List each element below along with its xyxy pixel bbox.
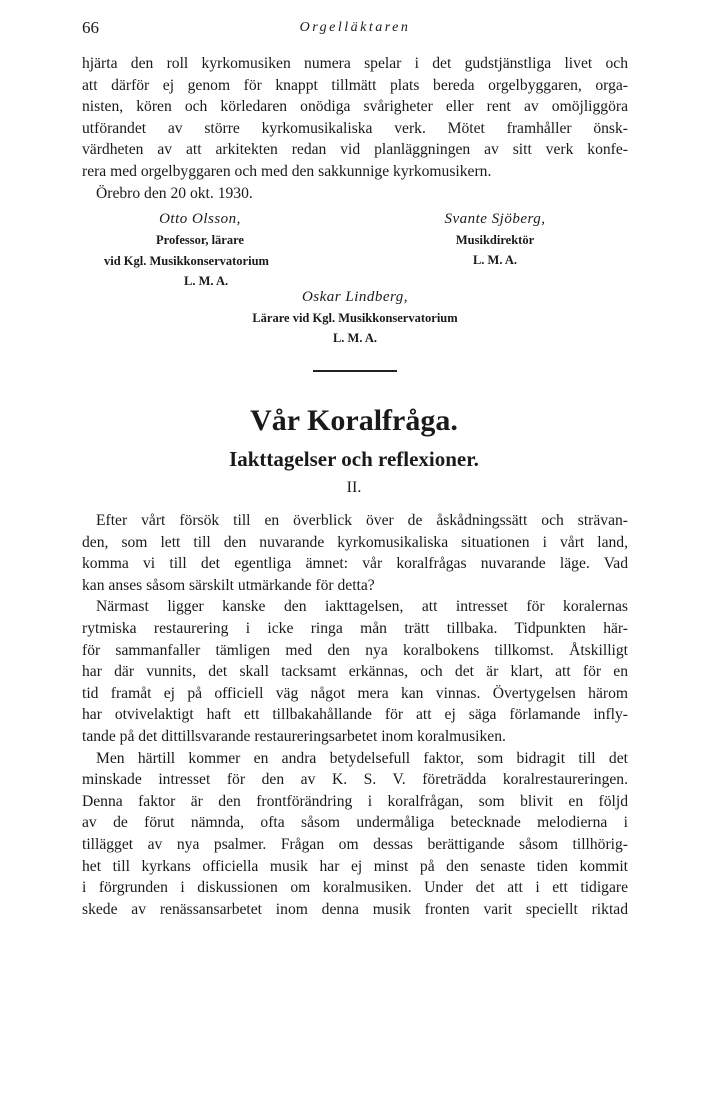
text-line: skede av renässansarbetet inom denna musik fronten varit speciellt riktad [82, 900, 628, 918]
signatory-membership: L. M. A. [472, 253, 518, 267]
article-title: Vår Koralfråga. [250, 404, 458, 437]
page-number: 66 [82, 18, 99, 37]
dateline: Örebro den 20 okt. 1930. [96, 184, 253, 202]
signatory-membership: L. M. A. [184, 274, 229, 288]
signatory-name: Otto Olsson, [159, 211, 241, 227]
signatory-affiliation: vid Kgl. Musikkonservatorium [104, 254, 269, 268]
text-line: komma vi till det egentliga ämnet: vår koralfrågas nuvarande läge. Vad [82, 555, 628, 573]
text-line: har där vunnits, det skall tacksamt erkännas, och det är klart, att för en [82, 663, 628, 681]
signature-center [220, 288, 490, 347]
page-header [82, 18, 628, 44]
text-line: den, som lett till den nuvarande kyrkomusikaliska situationen i vårt land, [82, 533, 628, 551]
text-line: av de förut nämnda, ofta såsom undermåliga betecknade melodierna i [82, 814, 628, 832]
signatory-title: Musikdirektör [455, 233, 535, 247]
article-body [82, 510, 628, 920]
article-subtitle: Iakttagelser och reflexioner. [229, 447, 479, 471]
text-line: tid framåt ej på officiell väg något mera kan vinnas. Övertygelsen härom [82, 684, 628, 702]
section-divider [313, 370, 397, 372]
text-line: värdheten av att arkitekten redan vid planläggningen av sitt verk konfe- [82, 141, 628, 159]
text-line: minskade intresset för den av K. S. V. företrädda koralrestaureringen. [82, 771, 628, 789]
text-line: tillägget av nya psalmer. Frågan om dessas berättigande såsom tillhörig- [82, 835, 628, 853]
text-line: Men härtill kommer en andra betydelsefull faktor, som bidragit till det [96, 749, 628, 767]
signature-right [420, 210, 570, 269]
part-number: II. [346, 479, 362, 496]
running-title: Orgelläktaren [299, 20, 411, 35]
text-line: i förgrunden i diskussionen om koralmusiken. Under det att i ett tidigare [82, 879, 628, 897]
text-line: hjärta den roll kyrkomusiken numera spelar i det gudstjänstliga livet och [82, 55, 628, 72]
text-line: nisten, kören och körledaren onödiga svårigheter eller rent av omöjliggöra [82, 98, 628, 116]
text-line: att därför ej genom för knappt tillmätt plats bereda orgelbyggaren, orga- [82, 76, 628, 94]
signatory-membership: L. M. A. [332, 331, 378, 345]
text-line: Denna faktor är den frontförändring i koralfrågan, som blivit en följd [82, 792, 628, 810]
text-line: rera med orgelbyggaren och med den sakkunnige kyrkomusikern. [82, 162, 492, 180]
signature-left-affiliation [104, 252, 269, 290]
signatory-title: Professor, lärare [156, 233, 244, 247]
signatory-name: Svante Sjöberg, [444, 211, 546, 227]
text-line: har otvivelaktigt haft ett tillbakahållande för att ej säga förlamande infly- [82, 706, 628, 724]
signatory-name: Oskar Lindberg, [301, 289, 409, 305]
text-line: tande på det dittillsvarande restaureringsarbetet inom koralmusiken. [82, 727, 506, 745]
signature-left [110, 210, 290, 249]
text-line: Närmast ligger kanske den iakttagelsen, att intresset för koralernas [96, 598, 628, 616]
top-paragraph [82, 53, 628, 204]
text-line: het till kyrkans officiella musik har ej minst på den senaste tiden kommit [82, 857, 628, 875]
text-line: kan anses såsom särskilt utmärkande för detta? [82, 576, 375, 594]
signatory-title: Lärare vid Kgl. Musikkonservatorium [252, 311, 458, 325]
text-line: rytmiska restaurering i icke ringa mån trätt tillbaka. Tidpunkten här- [82, 619, 628, 637]
text-line: Efter vårt försök till en överblick över de åskådningssätt och strävan- [96, 512, 628, 529]
text-line: utförandet av större kyrkomusikaliska verk. Mötet framhåller önsk- [82, 119, 628, 137]
text-line: för sammanfaller tämligen med den nya koralbokens tillkomst. Åtskilligt [82, 641, 628, 659]
